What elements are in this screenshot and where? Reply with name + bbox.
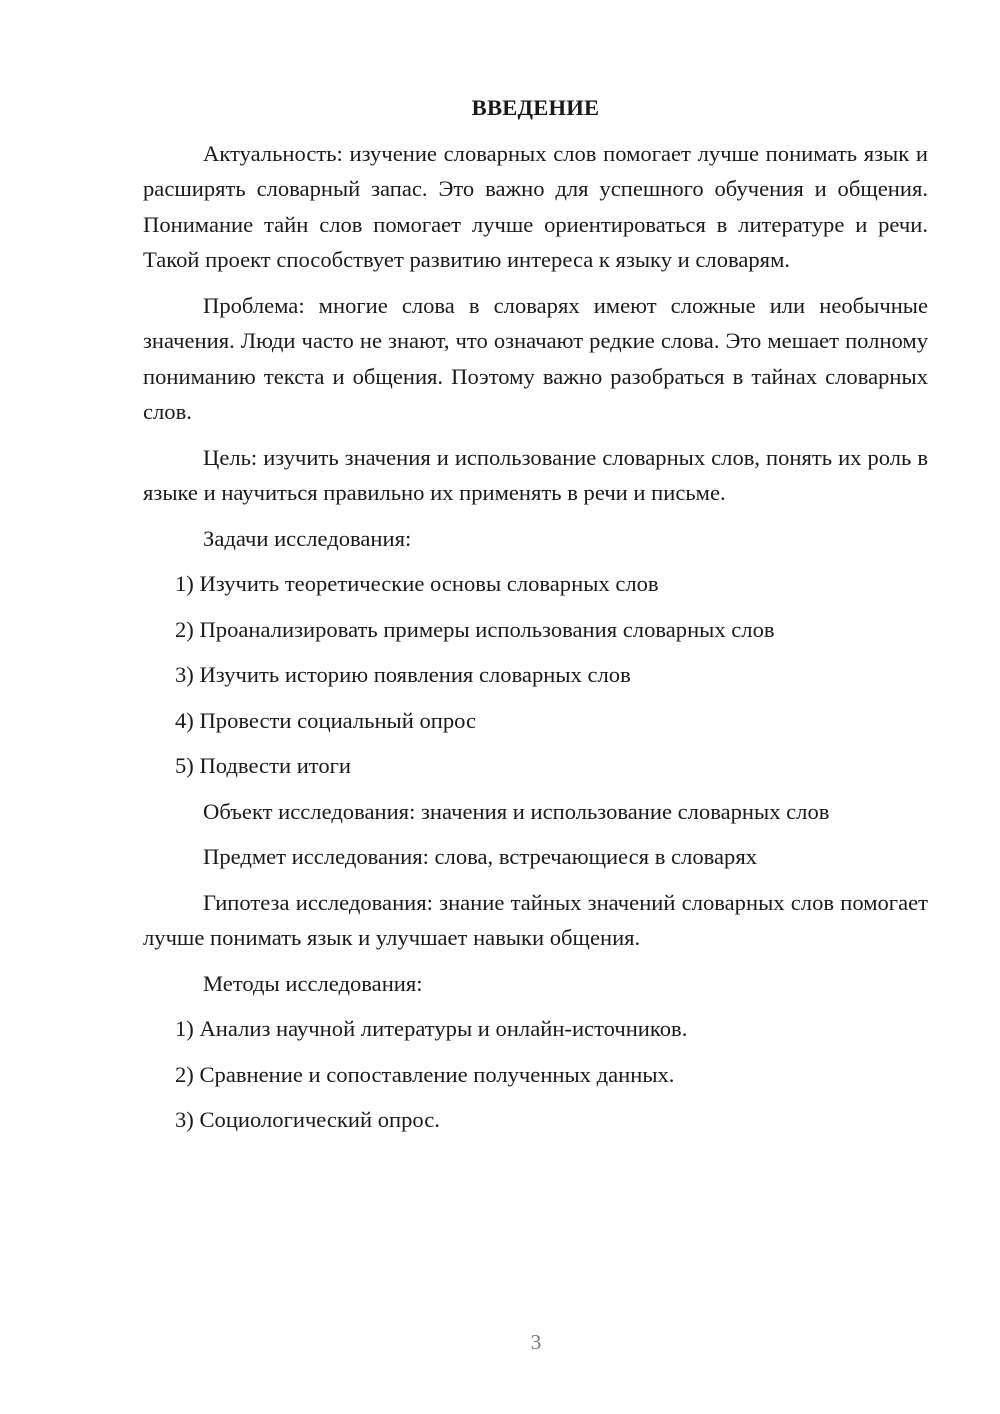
document-page (143, 90, 928, 1148)
object-line: Объект исследования: значения и использование словарных слов (203, 798, 830, 824)
goal-paragraph: Цель: изучить значения и использование словарных слов, понять их роль в языке и научиться правильно их применять в речи и письме. (143, 444, 928, 505)
method-item-2: 2) Сравнение и сопоставление полученных данных. (175, 1061, 675, 1087)
method-item-3: 3) Социологический опрос. (175, 1107, 440, 1132)
relevance-paragraph: Актуальность: изучение словарных слов помогает лучше понимать язык и расширять словарный запас. Это важно для успешного обучения и общения. Понимание тайн слов помогает лучше ориентироваться в литературе и речи. Такой проект способствует развитию интереса к языку и словарям. (143, 140, 928, 272)
task-item-3: 3) Изучить историю появления словарных слов (175, 662, 631, 687)
task-item-2: 2) Проанализировать примеры использования словарных слов (175, 616, 775, 642)
tasks-label: Задачи исследования: (203, 525, 412, 551)
task-item-5: 5) Подвести итоги (175, 753, 352, 778)
section-heading: ВВЕДЕНИЕ (471, 95, 600, 120)
hypothesis-paragraph: Гипотеза исследования: знание тайных значений словарных слов помогает лучше понимать язык и улучшает навыки общения. (143, 889, 928, 950)
methods-label: Методы исследования: (203, 970, 423, 996)
task-item-1: 1) Изучить теоретические основы словарных слов (175, 571, 659, 596)
subject-line: Предмет исследования: слова, встречающиеся в словарях (203, 844, 758, 869)
page-number: 3 (530, 1330, 542, 1354)
method-item-1: 1) Анализ научной литературы и онлайн-источников. (175, 1016, 688, 1041)
task-item-4: 4) Провести социальный опрос (175, 707, 477, 733)
problem-paragraph: Проблема: многие слова в словарях имеют сложные или необычные значения. Люди часто не знают, что означают редкие слова. Это мешает полному пониманию текста и общения. Поэтому важно разобраться в тайнах словарных слов. (143, 292, 928, 424)
